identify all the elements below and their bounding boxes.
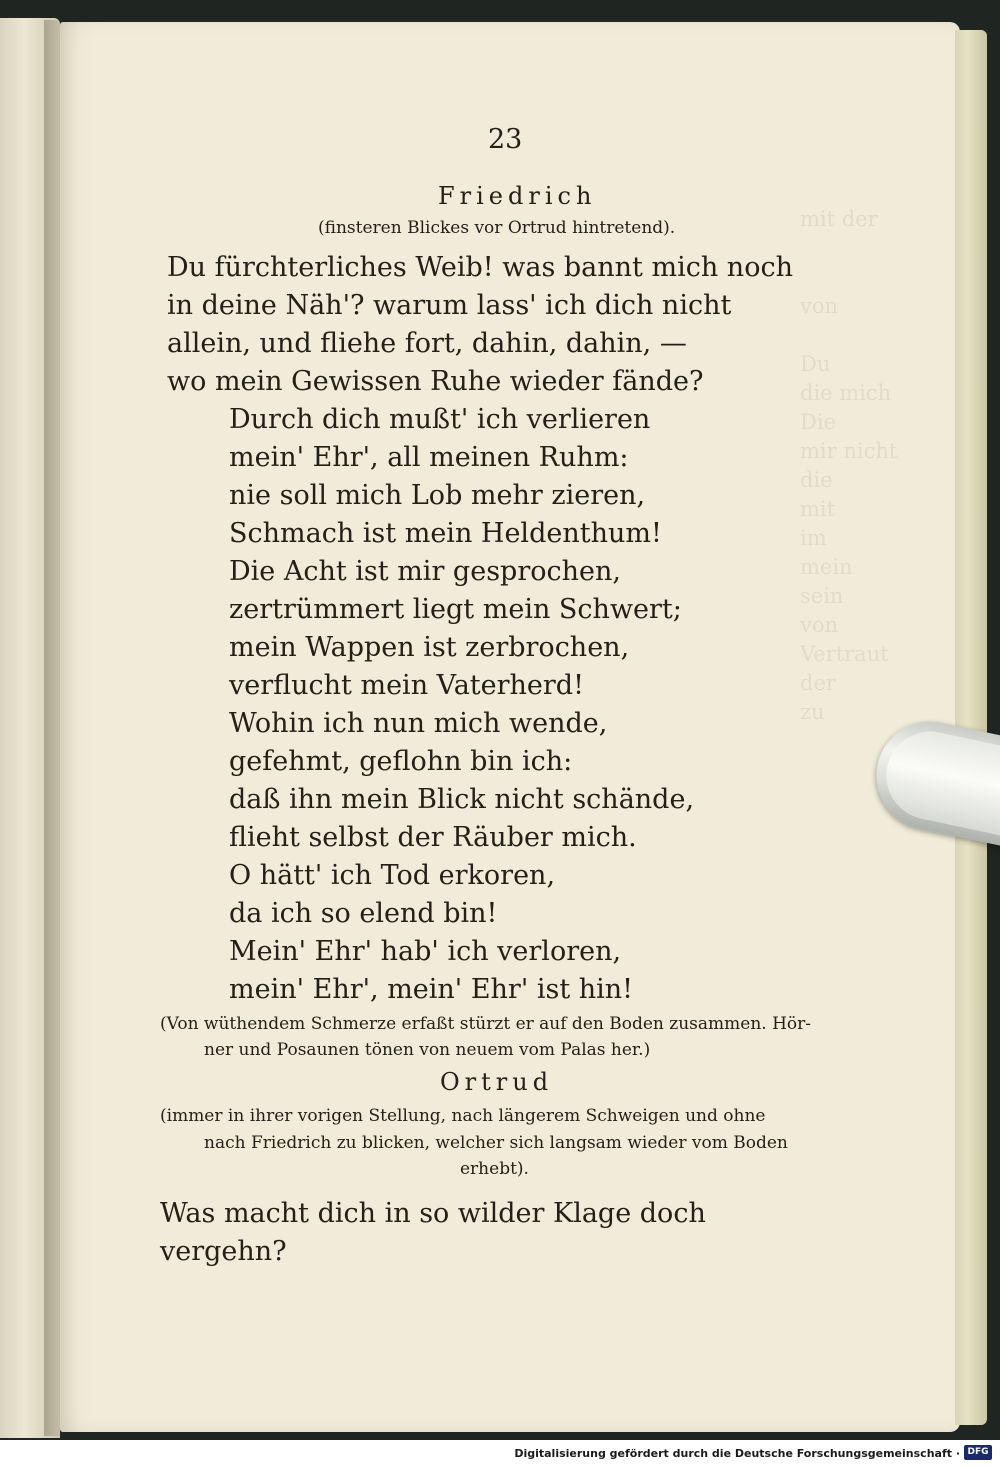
- verse-line: Mein' Ehr' hab' ich verloren,: [229, 936, 622, 967]
- speaker-ortrud: Ortrud: [440, 1068, 554, 1096]
- verse-line: in deine Näh'? warum lass' ich dich nicht: [167, 290, 732, 321]
- stage-direction-1: (finsteren Blickes vor Ortrud hintretend).: [318, 218, 676, 238]
- stage-direction-3: erhebt).: [460, 1159, 529, 1179]
- stage-direction-2: (Von wüthendem Schmerze erfaßt stürzt er auf den Boden zusammen. Hör-: [160, 1014, 812, 1034]
- verse-line: daß ihn mein Blick nicht schände,: [229, 784, 695, 815]
- verse-line: verflucht mein Vaterherd!: [229, 670, 584, 701]
- footer-bar: [0, 1440, 1000, 1468]
- verse-line: wo mein Gewissen Ruhe wieder fände?: [167, 366, 704, 397]
- verse-line: flieht selbst der Räuber mich.: [229, 822, 637, 853]
- verse-line: Durch dich mußt' ich verlieren: [229, 404, 651, 435]
- dfg-logo-icon: DFG: [964, 1445, 992, 1460]
- verse-line: mein Wappen ist zerbrochen,: [229, 632, 630, 663]
- stage-direction-3: nach Friedrich zu blicken, welcher sich langsam wieder vom Boden: [204, 1133, 788, 1153]
- verse-line: Die Acht ist mir gesprochen,: [229, 556, 621, 587]
- stage-direction-3: (immer in ihrer vorigen Stellung, nach längerem Schweigen und ohne: [160, 1106, 766, 1126]
- verse-line: O hätt' ich Tod erkoren,: [229, 860, 556, 891]
- verse-line: da ich so elend bin!: [229, 898, 498, 929]
- verse-line: Schmach ist mein Heldenthum!: [229, 518, 662, 549]
- footer-credit: Digitalisierung gefördert durch die Deutsche Forschungsgemeinschaft ·: [514, 1447, 960, 1460]
- verse-line: nie soll mich Lob mehr zieren,: [229, 480, 646, 511]
- speaker-friedrich: Friedrich: [438, 182, 597, 210]
- verse-line: gefehmt, geflohn bin ich:: [229, 746, 573, 777]
- verse-line: Du fürchterliches Weib! was bannt mich noch: [167, 252, 793, 283]
- stage-direction-2: ner und Posaunen tönen von neuem vom Palas her.): [204, 1040, 651, 1060]
- show-through-text: mit der von Du die mich Die mir nicht die mit im mein sein von Vertraut der zu: [800, 207, 898, 724]
- verse-line: zertrümmert liegt mein Schwert;: [229, 594, 682, 625]
- page-number: 23: [488, 124, 523, 155]
- verse-line: allein, und fliehe fort, dahin, dahin, —: [167, 328, 687, 359]
- verse-line: Wohin ich nun mich wende,: [229, 708, 608, 739]
- verse-line: vergehn?: [160, 1236, 287, 1267]
- verse-line: Was macht dich in so wilder Klage doch: [160, 1198, 706, 1229]
- verse-line: mein' Ehr', mein' Ehr' ist hin!: [229, 974, 634, 1005]
- verse-line: mein' Ehr', all meinen Ruhm:: [229, 442, 629, 473]
